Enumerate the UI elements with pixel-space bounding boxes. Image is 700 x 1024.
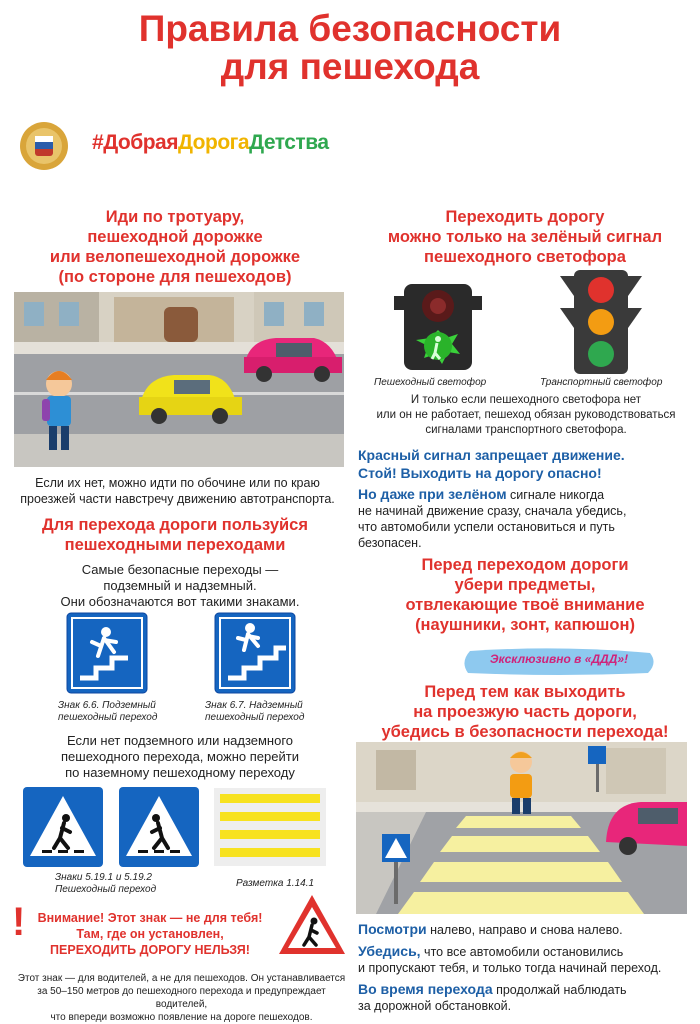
zebra-marking-icon <box>214 788 326 866</box>
hashtag-word-1: Добрая <box>103 131 178 154</box>
green-caution-first-line <box>358 485 698 503</box>
footnote-line: Этот знак — для водителей, а не для пешеходов. Он устанавливается <box>17 973 346 984</box>
hashtag-word-2: Дорога <box>177 131 250 154</box>
green-caution-bold: Но даже при зелёном <box>358 486 507 502</box>
hashtag-hash: # <box>92 131 104 154</box>
ground-crossing-line: пешеходного перехода, можно перейти <box>61 749 299 764</box>
warning-line: Внимание! Этот знак — не для тебя! <box>37 911 263 925</box>
instruction-during-rest: продолжай наблюдать <box>492 983 627 997</box>
traffic-light-line: И только если пешеходного светофора нет <box>410 394 642 406</box>
footnote-line: что впереди возможно появление на дороге пешеходов. <box>50 1012 313 1023</box>
warning-line: ПЕРЕХОДИТЬ ДОРОГУ НЕЛЬЗЯ! <box>50 943 250 957</box>
safe-crossings-line: подземный и надземный. <box>103 578 257 593</box>
check-safety-line: на проезжую часть дороги, <box>413 703 637 721</box>
red-signal-line: Красный сигнал запрещает движение. <box>358 447 625 463</box>
ground-crossing-line: Если нет подземного или надземного <box>66 733 294 748</box>
pedestrian-crossing-sign-left-icon <box>22 786 104 868</box>
green-signal-heading <box>355 207 695 267</box>
instruction-look-rest: налево, направо и снова налево. <box>426 923 623 937</box>
green-caution-rest: сигнале никогда <box>506 488 605 502</box>
pedestrians-warning-sign-icon <box>276 892 348 958</box>
caption-line: Знак 6.6. Подземный <box>58 700 156 711</box>
remove-items-heading <box>355 555 695 635</box>
sign-6-6-caption <box>58 700 178 724</box>
green-caution-text <box>358 485 698 551</box>
sidewalk-text-line: Если их нет, можно идти по обочине или по краю <box>35 476 320 490</box>
check-safety-line: убедись в безопасности перехода! <box>381 723 669 741</box>
instruction-during <box>358 980 698 998</box>
sign-6-7-caption <box>205 700 325 724</box>
green-signal-heading-line: Переходить дорогу <box>445 208 605 226</box>
page-title <box>0 10 700 86</box>
instruction-look-bold: Посмотри <box>358 921 427 937</box>
title-line-1: Правила безопасности <box>138 8 562 49</box>
instruction-during-line: за дорожной обстановкой. <box>358 999 512 1013</box>
vehicle-traffic-light-icon <box>556 268 646 376</box>
green-signal-heading-line: можно только на зелёный сигнал <box>387 228 663 246</box>
instruction-ensure-bold: Убедись, <box>358 943 421 959</box>
pedestrian-light-caption: Пешеходный светофор <box>374 377 487 388</box>
crossing-heading <box>10 515 340 555</box>
crossing-heading-line: Для перехода дороги пользуйся <box>42 516 308 534</box>
sidewalk-heading <box>10 207 340 287</box>
remove-items-line: убери предметы, <box>454 576 596 594</box>
traffic-light-line: сигналами транспортного светофора. <box>425 424 627 436</box>
pedestrian-crossing-sign-right-icon <box>118 786 200 868</box>
check-safety-heading <box>355 682 695 742</box>
street-illustration <box>14 292 344 467</box>
remove-items-line: Перед переходом дороги <box>421 556 629 574</box>
safe-crossings-line: Самые безопасные переходы — <box>81 562 279 577</box>
overhead-crossing-sign-icon <box>214 612 296 694</box>
sign-5-19-caption <box>55 872 195 896</box>
safe-crossings-text <box>10 562 350 610</box>
sidewalk-text-line: проезжей части навстречу движению автотранспорта. <box>20 492 335 506</box>
crosswalk-illustration <box>356 742 687 914</box>
underground-crossing-sign-icon <box>66 612 148 694</box>
red-signal-text <box>358 446 698 482</box>
traffic-light-line: или он не работает, пешеход обязан руководствоваться <box>376 409 676 421</box>
crossing-heading-line: пешеходными переходами <box>64 536 286 554</box>
green-signal-heading-line: пешеходного светофора <box>424 248 626 266</box>
sidewalk-heading-line: пешеходной дорожке <box>87 228 263 246</box>
footnote-line: за 50–150 метров до пешеходного перехода и предупреждает водителей, <box>37 986 326 1010</box>
crossing-instructions <box>358 920 698 1014</box>
instruction-ensure-line: и пропускают тебя, и только тогда начинай переход. <box>358 961 662 975</box>
instruction-ensure <box>358 942 698 960</box>
hashtag-word-3: Детства <box>249 131 329 154</box>
safe-crossings-line: Они обозначаются вот такими знаками. <box>60 594 300 609</box>
ground-crossing-text <box>10 733 350 781</box>
warning-text <box>30 910 270 958</box>
sidewalk-text <box>5 475 350 507</box>
marking-caption: Разметка 1.14.1 <box>236 878 315 889</box>
hashtag <box>92 131 329 155</box>
caption-line: Знак 6.7. Надземный <box>205 700 303 711</box>
instruction-look <box>358 920 698 938</box>
warning-footnote <box>14 972 349 1024</box>
green-caution-line: что автомобили успели остановиться и путь <box>358 520 615 534</box>
ground-crossing-line: по наземному пешеходному переходу <box>65 765 295 780</box>
instruction-during-bold: Во время перехода <box>358 981 493 997</box>
remove-items-line: отвлекающие твоё внимание <box>405 596 645 614</box>
red-signal-line: Стой! Выходить на дорогу опасно! <box>358 465 602 481</box>
sidewalk-heading-line: Иди по тротуару, <box>105 208 245 226</box>
instruction-ensure-rest: что все автомобили остановились <box>420 945 624 959</box>
caption-line: пешеходный переход <box>58 712 158 723</box>
pedestrian-traffic-light-icon <box>388 282 488 374</box>
caption-line: Знаки 5.19.1 и 5.19.2 <box>55 872 152 883</box>
green-caution-line: безопасен. <box>358 536 422 550</box>
sidewalk-heading-line: или велопешеходной дорожке <box>49 248 301 266</box>
exclamation-icon: ! <box>12 900 26 944</box>
green-caution-line: не начинай движение сразу, сначала убедись, <box>358 504 627 518</box>
caption-line: пешеходный переход <box>205 712 305 723</box>
sidewalk-heading-line: (по стороне для пешеходов) <box>58 268 292 286</box>
exclusive-label: Эксклюзивно в «ДДД»! <box>489 652 629 666</box>
caption-line: Пешеходный переход <box>55 884 157 895</box>
check-safety-line: Перед тем как выходить <box>424 683 626 701</box>
title-line-2: для пешехода <box>220 46 480 87</box>
vehicle-light-caption: Транспортный светофор <box>540 377 663 388</box>
traffic-police-emblem-icon <box>18 120 70 172</box>
remove-items-line: (наушники, зонт, капюшон) <box>415 616 635 634</box>
warning-line: Там, где он установлен, <box>76 927 224 941</box>
traffic-light-text <box>356 393 696 438</box>
